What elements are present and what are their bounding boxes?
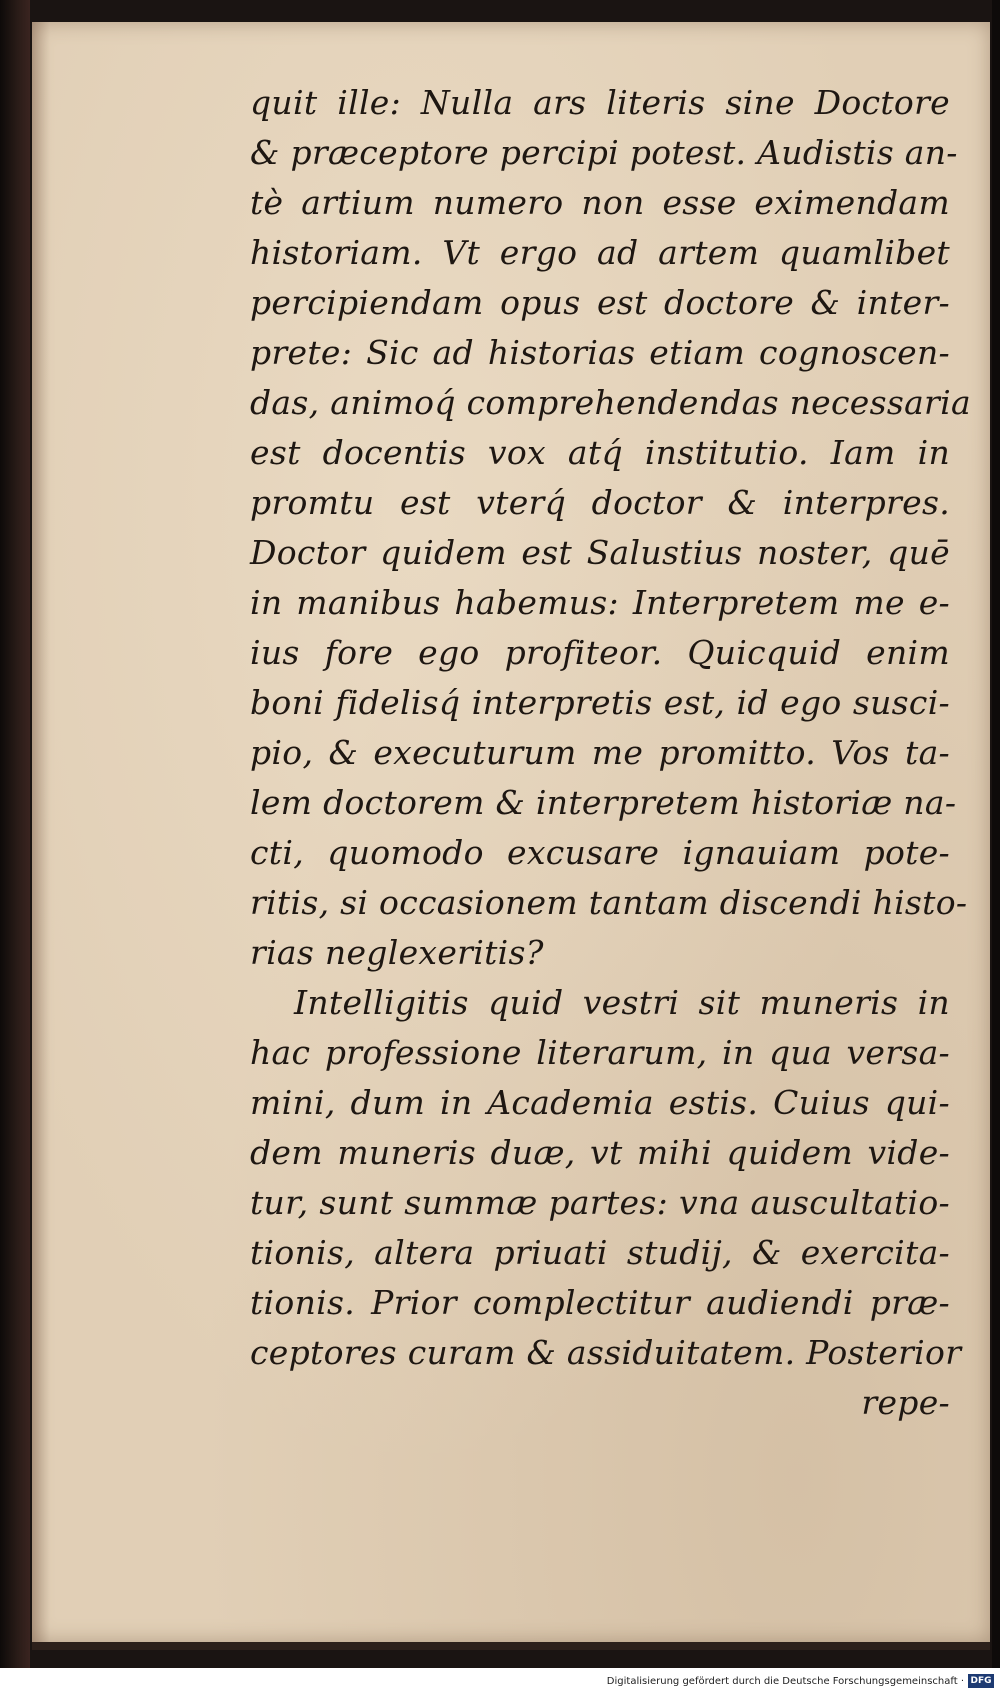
text-line: tionis, altera priuati studij, & exercita- bbox=[250, 1233, 950, 1272]
text-line: promtu est vterq́ doctor & interpres. bbox=[250, 483, 950, 522]
text-line: ius fore ego profiteor. Quicquid enim bbox=[250, 633, 950, 672]
text-line: percipiendam opus est doctore & inter- bbox=[250, 283, 950, 322]
digitization-credit: Digitalisierung gefördert durch die Deutsche Forschungsgemeinschaft · bbox=[606, 1676, 964, 1687]
text-line: cti, quomodo excusare ignauiam pote- bbox=[250, 833, 950, 872]
text-line: est docentis vox atq́ institutio. Iam in bbox=[250, 433, 950, 472]
text-line: das, animoq́ comprehendendas necessaria bbox=[250, 383, 971, 422]
text-line: pio, & executurum me promitto. Vos ta- bbox=[250, 733, 950, 772]
book-cover-edge-right bbox=[992, 0, 1000, 1668]
text-line: Doctor quidem est Salustius noster, quē bbox=[250, 533, 950, 572]
text-line-paragraph-end: rias neglexeritis? bbox=[250, 933, 544, 972]
text-line: ceptores curam & assiduitatem. Posterior bbox=[250, 1333, 962, 1372]
text-line: prete: Sic ad historias etiam cognoscen- bbox=[250, 333, 950, 372]
book-cover-edge-left bbox=[0, 0, 30, 1668]
catchword: repe- bbox=[861, 1383, 950, 1422]
text-line: in manibus habemus: Interpretem me e- bbox=[250, 583, 950, 622]
text-line: hac professione literarum, in qua versa- bbox=[250, 1033, 950, 1072]
text-line: tè artium numero non esse eximendam bbox=[250, 183, 950, 222]
text-line: lem doctorem & interpretem historiæ na- bbox=[250, 783, 957, 822]
text-line: tur, sunt summæ partes: vna auscultatio- bbox=[250, 1183, 950, 1222]
body-text bbox=[250, 78, 971, 1428]
text-line: mini, dum in Academia estis. Cuius qui- bbox=[250, 1083, 950, 1122]
text-line: quit ille: Nulla ars literis sine Doctore bbox=[250, 83, 950, 122]
page-bottom-edge bbox=[32, 1642, 990, 1650]
text-line: boni fidelisq́ interpretis est, id ego susci- bbox=[250, 683, 950, 722]
text-line: & præceptore percipi potest. Audistis an- bbox=[250, 133, 958, 172]
text-line: dem muneris duæ, vt mihi quidem vide- bbox=[250, 1133, 950, 1172]
text-line: tionis. Prior complectitur audiendi præ- bbox=[250, 1283, 950, 1322]
text-line: historiam. Vt ergo ad artem quamlibet bbox=[250, 233, 950, 272]
text-line-paragraph-start: Intelligitis quid vestri sit muneris in bbox=[294, 983, 950, 1022]
dfg-logo: DFG bbox=[968, 1674, 994, 1688]
text-line: ritis, si occasionem tantam discendi histo- bbox=[250, 883, 968, 922]
